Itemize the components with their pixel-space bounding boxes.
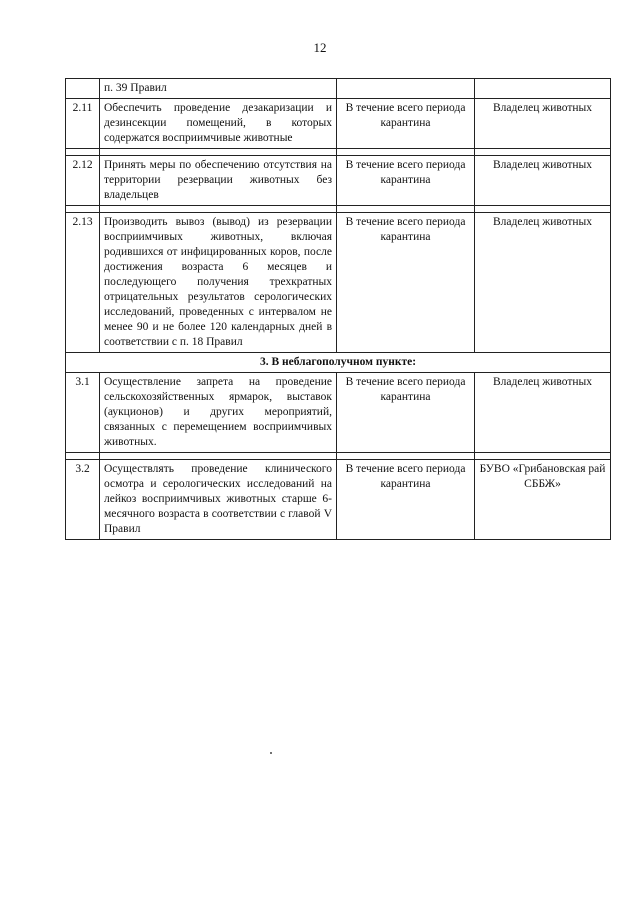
table-row	[66, 373, 611, 453]
table-row	[66, 79, 611, 99]
deadline-text: В течение всего периода карантина	[337, 460, 475, 540]
row-number: 3.1	[66, 373, 100, 453]
responsible-text: Владелец животных	[475, 373, 611, 453]
row-spacer	[66, 149, 611, 156]
deadline-text: В течение всего периода карантина	[337, 373, 475, 453]
row-number: 3.2	[66, 460, 100, 540]
row-number: 2.13	[66, 213, 100, 353]
responsible-text: Владелец животных	[475, 156, 611, 206]
scan-speck	[270, 752, 272, 754]
action-text: п. 39 Правил	[100, 79, 337, 99]
section-row	[66, 353, 611, 373]
table-row	[66, 99, 611, 149]
deadline-text: В течение всего периода карантина	[337, 99, 475, 149]
row-spacer	[66, 453, 611, 460]
section-title: 3. В неблагополучном пункте:	[66, 353, 611, 373]
responsible-text: БУВО «Грибановская рай СББЖ»	[475, 460, 611, 540]
responsible-text	[475, 79, 611, 99]
measures-table	[65, 78, 611, 540]
deadline-text: В течение всего периода карантина	[337, 156, 475, 206]
action-text: Осуществлять проведение клинического осмотра и серологических исследований на лейкоз восприимчивых животных старше 6-месячного возраста в соответствии с главой V Правил	[100, 460, 337, 540]
action-text: Производить вывоз (вывод) из резервации восприимчивых животных, включая родившихся от инфицированных коров, после достижения возраста 6 месяцев и последующего получения трехкратных отрицательных результатов серологических исследований, проведенных с интервалом не менее 90 и не более 120 календарных дней в соответствии с п. 18 Правил	[100, 213, 337, 353]
action-text: Принять меры по обеспечению отсутствия на территории резервации животных без владельцев	[100, 156, 337, 206]
table-row	[66, 156, 611, 206]
table-row	[66, 460, 611, 540]
row-number	[66, 79, 100, 99]
responsible-text: Владелец животных	[475, 99, 611, 149]
row-spacer	[66, 206, 611, 213]
row-number: 2.12	[66, 156, 100, 206]
responsible-text: Владелец животных	[475, 213, 611, 353]
action-text: Осуществление запрета на проведение сельскохозяйственных ярмарок, выставок (аукционов) и других мероприятий, связанных с перемещением восприимчивых животных.	[100, 373, 337, 453]
page-number: 12	[313, 40, 327, 55]
table-row	[66, 213, 611, 353]
row-number: 2.11	[66, 99, 100, 149]
action-text: Обеспечить проведение дезакаризации и дезинсекции помещений, в которых содержатся восприимчивые животные	[100, 99, 337, 149]
deadline-text	[337, 79, 475, 99]
deadline-text: В течение всего периода карантина	[337, 213, 475, 353]
